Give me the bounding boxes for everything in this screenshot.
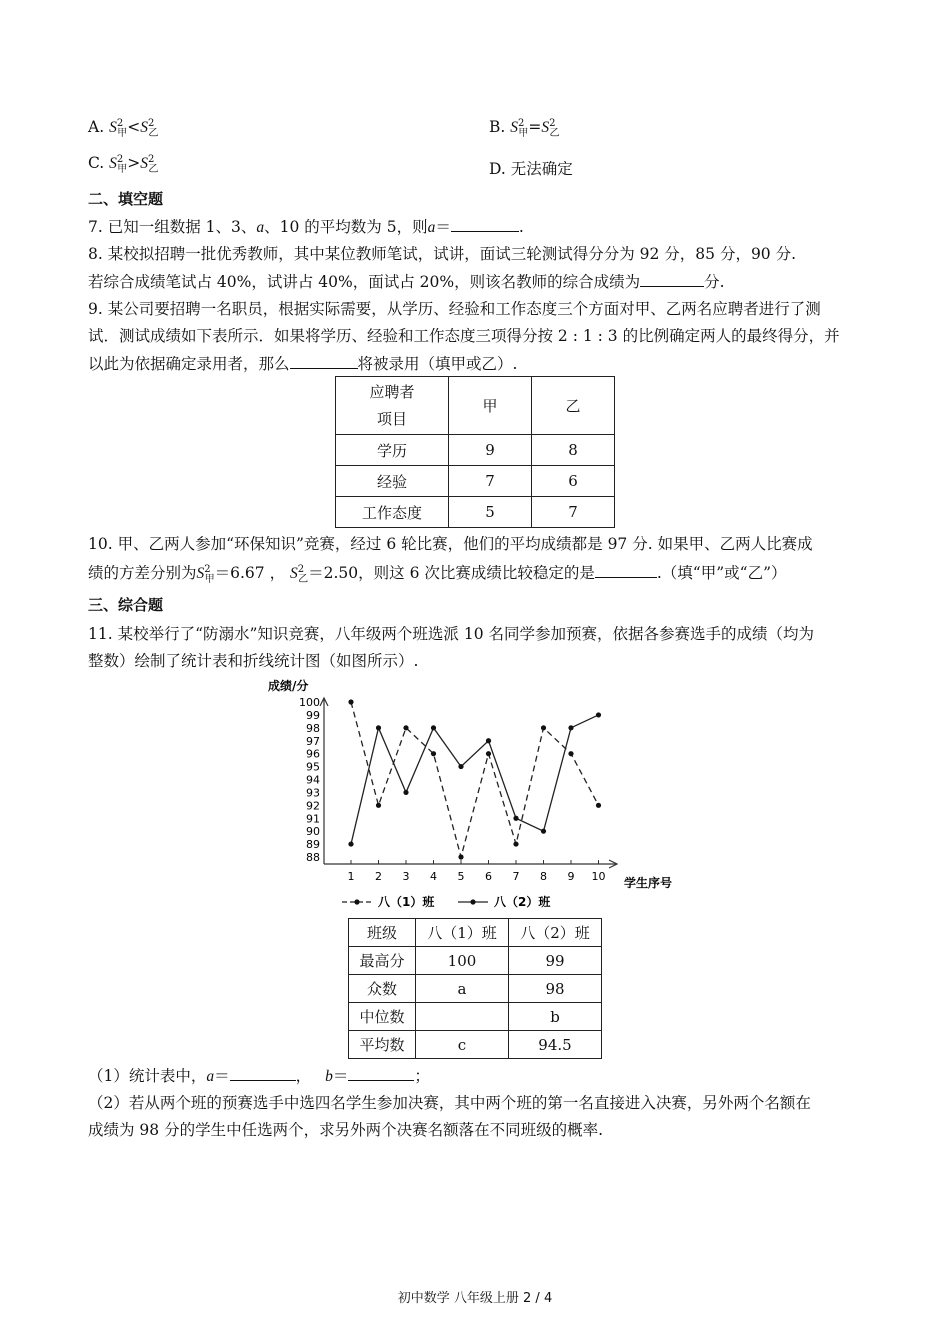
q7-text: 、10 的平均数为 5，则 <box>264 218 428 236</box>
relation: < <box>127 118 141 137</box>
table-row <box>336 466 615 497</box>
y-tick-label: 92 <box>306 799 320 813</box>
q11-sub2-line1: （2）若从两个班的预赛选手中选四名学生参加决赛，其中两个班的第一名直接进入决赛，另外两个名额在 <box>88 1094 811 1112</box>
superscript: 2 <box>116 118 124 129</box>
q8-line1: 8. 某校拟招聘一批优秀教师，其中某位教师笔试，试讲，面试三轮测试得分分为 92 分，85 分，90 分. <box>88 245 797 263</box>
y-tick-label: 88 <box>306 851 320 864</box>
y-tick-label: 100 <box>299 696 320 709</box>
legend-marker <box>354 899 359 904</box>
y-tick-label: 90 <box>306 825 320 839</box>
y-tick-label: 91 <box>306 812 320 826</box>
data-point <box>513 841 518 846</box>
s-symbol: S <box>109 119 117 137</box>
table-row <box>349 975 602 1003</box>
separator: ， <box>295 1067 312 1085</box>
cell: 平均数 <box>349 1031 416 1059</box>
relation: = <box>528 118 542 137</box>
q11-line1: 11. 某校举行了“防溺水”知识竞赛，八年级两个班选派 10 名同学参加预赛，依据各参赛选手的成绩（均为 <box>88 625 815 643</box>
x-tick-label: 7 <box>512 870 520 883</box>
corner-bottom: 项目 <box>376 409 407 428</box>
data-point <box>348 699 353 704</box>
cell: a <box>416 975 509 1003</box>
y-tick-label: 99 <box>306 708 320 722</box>
q9-end: 将被录用（填甲或乙）. <box>357 355 518 373</box>
question-7 <box>88 215 524 237</box>
cell: 学历 <box>336 435 449 466</box>
header-jia: 甲 <box>449 377 532 435</box>
table-row <box>349 947 602 975</box>
data-point <box>458 764 463 769</box>
s-symbol: S <box>510 119 519 137</box>
cell: 工作态度 <box>336 497 449 528</box>
option-c <box>88 154 158 175</box>
header-cell: 八（1）班 <box>416 919 509 947</box>
data-point <box>596 712 601 717</box>
x-tick-label: 9 <box>567 870 575 883</box>
y-tick-label: 95 <box>306 760 320 774</box>
x-tick-label: 8 <box>540 870 547 883</box>
cell: 7 <box>532 497 615 528</box>
answer-blank[interactable] <box>290 355 358 369</box>
answer-blank[interactable] <box>595 564 657 578</box>
x-tick-label: 6 <box>485 870 492 883</box>
cell: c <box>416 1031 509 1059</box>
subscript-yi: 乙 <box>148 128 159 140</box>
option-a <box>88 118 158 139</box>
legend-label: 八（2）班 <box>494 895 551 909</box>
data-point <box>376 725 381 730</box>
q7-end: . <box>518 218 524 236</box>
data-point <box>486 738 491 743</box>
data-point <box>403 725 408 730</box>
x-tick-label: 4 <box>430 870 437 883</box>
q11-sub2-line2: 成绩为 98 分的学生中任选两个，求另外两个决赛名额落在不同班级的概率. <box>88 1121 604 1139</box>
option-c-label: C. <box>88 154 105 173</box>
q10-end: .（填“甲”或“乙”） <box>656 564 787 582</box>
x-tick-label: 10 <box>591 870 606 883</box>
superscript: 2 <box>297 563 305 575</box>
legend-marker <box>470 899 475 904</box>
var-a: a <box>427 219 436 236</box>
y-tick-label: 98 <box>306 721 320 735</box>
superscript: 2 <box>148 154 155 165</box>
cell: b <box>509 1003 602 1031</box>
y-tick-label: 94 <box>306 773 320 787</box>
data-point <box>403 790 408 795</box>
q8-text: 若综合成绩笔试占 40%，试讲占 40%，面试占 20%，则该名教师的综合成绩为 <box>88 273 641 291</box>
data-point <box>541 829 546 834</box>
subscript-jia: 甲 <box>117 164 128 176</box>
y-tick-label: 97 <box>306 734 320 748</box>
s-symbol: S <box>196 565 205 582</box>
q9-line2: 试．测试成绩如下表所示．如果将学历、经验和工作态度三项得分按 2 : 1 : 3 的比例确定两人的最终得分，并 <box>88 327 840 345</box>
x-tick-label: 5 <box>457 870 465 883</box>
table-row <box>336 435 615 466</box>
y-tick-label: 96 <box>306 747 320 761</box>
superscript: 2 <box>116 154 124 165</box>
q11-sub1 <box>88 1064 430 1086</box>
superscript: 2 <box>549 118 556 129</box>
cell: 100 <box>416 947 509 975</box>
cell: 众数 <box>349 975 416 1003</box>
option-d-text: 无法确定 <box>510 160 573 178</box>
subscript-yi: 乙 <box>549 128 560 140</box>
equals: ＝ <box>435 218 451 236</box>
data-point <box>348 841 353 846</box>
data-point <box>458 854 463 859</box>
corner-top: 应聘者 <box>369 382 415 401</box>
x-tick-label: 3 <box>402 870 410 883</box>
page-footer: 初中数学 八年级上册 2 / 4 <box>397 1291 553 1306</box>
q7-text: 7. 已知一组数据 1、3、 <box>88 218 257 236</box>
option-d-label: D. <box>489 160 506 178</box>
superscript: 2 <box>147 118 155 129</box>
cell: 8 <box>532 435 615 466</box>
option-b-label: B. <box>489 118 506 137</box>
header-cell: 班级 <box>349 919 416 947</box>
data-point <box>596 803 601 808</box>
data-point <box>431 725 436 730</box>
superscript: 2 <box>204 563 211 575</box>
s-symbol: S <box>109 155 117 173</box>
q8-end: 分. <box>704 273 725 291</box>
answer-blank-b[interactable] <box>348 1067 414 1081</box>
sub1-text: （1）统计表中， <box>88 1067 207 1085</box>
answer-blank[interactable] <box>451 218 519 232</box>
table-row <box>349 1031 602 1059</box>
cell: 98 <box>509 975 602 1003</box>
var-b: b <box>325 1068 333 1085</box>
option-d <box>489 157 573 179</box>
cell: 6 <box>532 466 615 497</box>
option-a-label: A. <box>88 118 105 137</box>
data-point <box>541 725 546 730</box>
subscript-jia: 甲 <box>518 128 529 140</box>
option-b <box>489 118 560 139</box>
q10-text: ，则这 6 次比赛成绩比较稳定的是 <box>358 564 595 582</box>
data-point <box>486 751 491 756</box>
s-symbol: S <box>140 155 149 173</box>
q10-text: 绩的方差分别为 <box>88 564 197 582</box>
table-row <box>336 497 615 528</box>
equals: ＝ <box>214 1067 230 1085</box>
cell: 7 <box>449 466 532 497</box>
subscript-yi: 乙 <box>298 574 309 586</box>
data-point <box>376 803 381 808</box>
cell: 经验 <box>336 466 449 497</box>
relation: > <box>127 154 141 173</box>
x-tick-label: 1 <box>347 870 355 883</box>
cell: 中位数 <box>349 1003 416 1031</box>
superscript: 2 <box>518 118 525 129</box>
cell: 最高分 <box>349 947 416 975</box>
header-yi: 乙 <box>532 377 615 435</box>
cell: 5 <box>449 497 532 528</box>
answer-blank[interactable] <box>640 273 704 287</box>
q9-line1: 9. 某公司要招聘一名职员，根据实际需要，从学历、经验和工作态度三个方面对甲、乙两名应聘者进行了测 <box>88 300 821 318</box>
y-tick-label: 93 <box>306 786 320 800</box>
sub1-end: ； <box>414 1067 430 1085</box>
subscript-yi: 乙 <box>148 164 159 176</box>
data-point <box>431 751 436 756</box>
var-a: a <box>206 1068 215 1085</box>
q9-table <box>335 376 615 528</box>
equals: ＝ <box>332 1067 349 1085</box>
q9-line3 <box>88 352 517 374</box>
table-row <box>349 1003 602 1031</box>
subscript-jia: 甲 <box>117 128 128 140</box>
section-title: 二、填空题 <box>88 190 164 208</box>
s-symbol: S <box>290 565 298 582</box>
x-axis-label: 学生序号 <box>624 876 673 890</box>
section-title: 三、综合题 <box>88 596 164 614</box>
stats-table <box>348 918 602 1059</box>
data-point <box>568 725 573 730</box>
jia-variance: ＝6.67 <box>214 564 265 582</box>
q11-line2: 整数）绘制了统计表和折线统计图（如图所示）. <box>88 652 419 670</box>
cell: 99 <box>509 947 602 975</box>
s-symbol: S <box>140 119 148 137</box>
cell: 9 <box>449 435 532 466</box>
corner-cell <box>336 377 449 435</box>
answer-blank-a[interactable] <box>230 1067 296 1081</box>
q8-line2 <box>88 270 725 292</box>
x-tick-label: 2 <box>375 870 382 883</box>
s-symbol: S <box>541 119 550 137</box>
q10-line2: 绩的方差分别为$S^2_甲=6.67$ ， $S^2_乙=2.50$，则这 6 次比赛成绩比较稳定的是 .（填“甲”或“乙”） <box>88 563 787 586</box>
cell: 94.5 <box>509 1031 602 1059</box>
q10-line1: 10. 甲、乙两人参加“环保知识”竞赛，经过 6 轮比赛，他们的平均成绩都是 97 分. 如果甲、乙两人比赛成 <box>88 535 813 553</box>
series-line-1 <box>351 702 599 857</box>
var-a: a <box>256 219 265 236</box>
header-cell: 八（2）班 <box>509 919 602 947</box>
y-axis-label: 成绩/分 <box>268 679 309 693</box>
q9-text: 以此为依据确定录用者，那么 <box>88 355 290 373</box>
line-chart <box>262 674 692 918</box>
data-point <box>568 751 573 756</box>
yi-variance: ＝2.50 <box>308 564 359 582</box>
data-point <box>513 816 518 821</box>
subscript-jia: 甲 <box>204 574 215 586</box>
table-header-row <box>349 919 602 947</box>
legend-label: 八（1）班 <box>378 895 435 909</box>
y-tick-label: 89 <box>306 838 320 852</box>
cell <box>416 1003 509 1031</box>
